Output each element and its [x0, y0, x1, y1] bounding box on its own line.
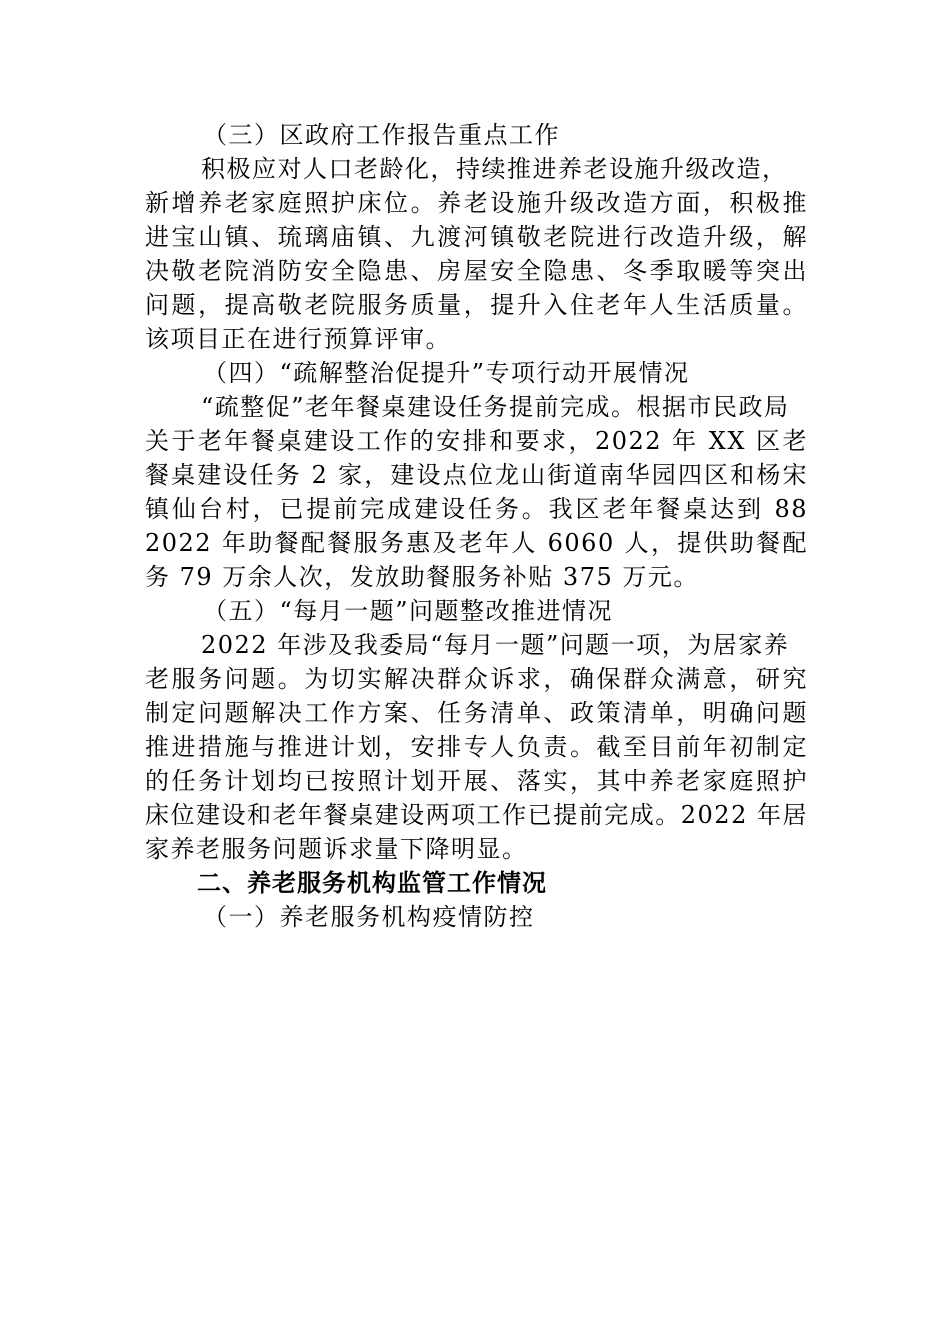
paragraph-line: 2022 年助餐配餐服务惠及老年人 6060 人，提供助餐配 — [145, 529, 808, 557]
paragraph-line: 家养老服务问题诉求量下降明显。 — [145, 835, 528, 863]
section-heading: （四）“疏解整治促提升”专项行动开展情况 — [203, 359, 690, 387]
paragraph-line: 推进措施与推进计划，安排专人负责。截至目前年初制定 — [145, 733, 808, 761]
main-heading: 二、养老服务机构监管工作情况 — [197, 869, 547, 897]
section-heading: （三）区政府工作报告重点工作 — [203, 121, 560, 149]
section-heading: （五）“每月一题”问题整改推进情况 — [203, 597, 614, 625]
paragraph-line: 床位建设和老年餐桌建设两项工作已提前完成。2022 年居 — [145, 801, 808, 829]
paragraph-line: 关于老年餐桌建设工作的安排和要求，2022 年 XX 区老 — [145, 427, 808, 455]
paragraph-line: 积极应对人口老龄化，持续推进养老设施升级改造， — [201, 155, 788, 183]
paragraph-line: 问题，提高敬老院服务质量，提升入住老年人生活质量。 — [145, 291, 808, 319]
paragraph-line: 务 79 万余人次，发放助餐服务补贴 375 万元。 — [145, 563, 699, 591]
paragraph-line: 进宝山镇、琉璃庙镇、九渡河镇敬老院进行改造升级，解 — [145, 223, 808, 251]
paragraph-line: 决敬老院消防安全隐患、房屋安全隐患、冬季取暖等突出 — [145, 257, 808, 285]
paragraph-line: 老服务问题。为切实解决群众诉求，确保群众满意，研究 — [145, 665, 808, 693]
paragraph-line: 的任务计划均已按照计划开展、落实，其中养老家庭照护 — [145, 767, 808, 795]
paragraph-line: 新增养老家庭照护床位。养老设施升级改造方面，积极推 — [145, 189, 808, 217]
paragraph-line: 餐桌建设任务 2 家，建设点位龙山街道南华园四区和杨宋 — [145, 461, 808, 489]
paragraph-line: “疏整促”老年餐桌建设任务提前完成。根据市民政局 — [201, 393, 790, 421]
paragraph-line: 该项目正在进行预算评审。 — [145, 325, 451, 353]
paragraph-line: 制定问题解决工作方案、任务清单、政策清单，明确问题 — [145, 699, 808, 727]
section-heading: （一）养老服务机构疫情防控 — [203, 903, 535, 931]
paragraph-line: 2022 年涉及我委局“每月一题”问题一项，为居家养 — [201, 631, 790, 659]
paragraph-line: 镇仙台村，已提前完成建设任务。我区老年餐桌达到 88 — [145, 495, 808, 523]
document-page — [145, 118, 808, 934]
